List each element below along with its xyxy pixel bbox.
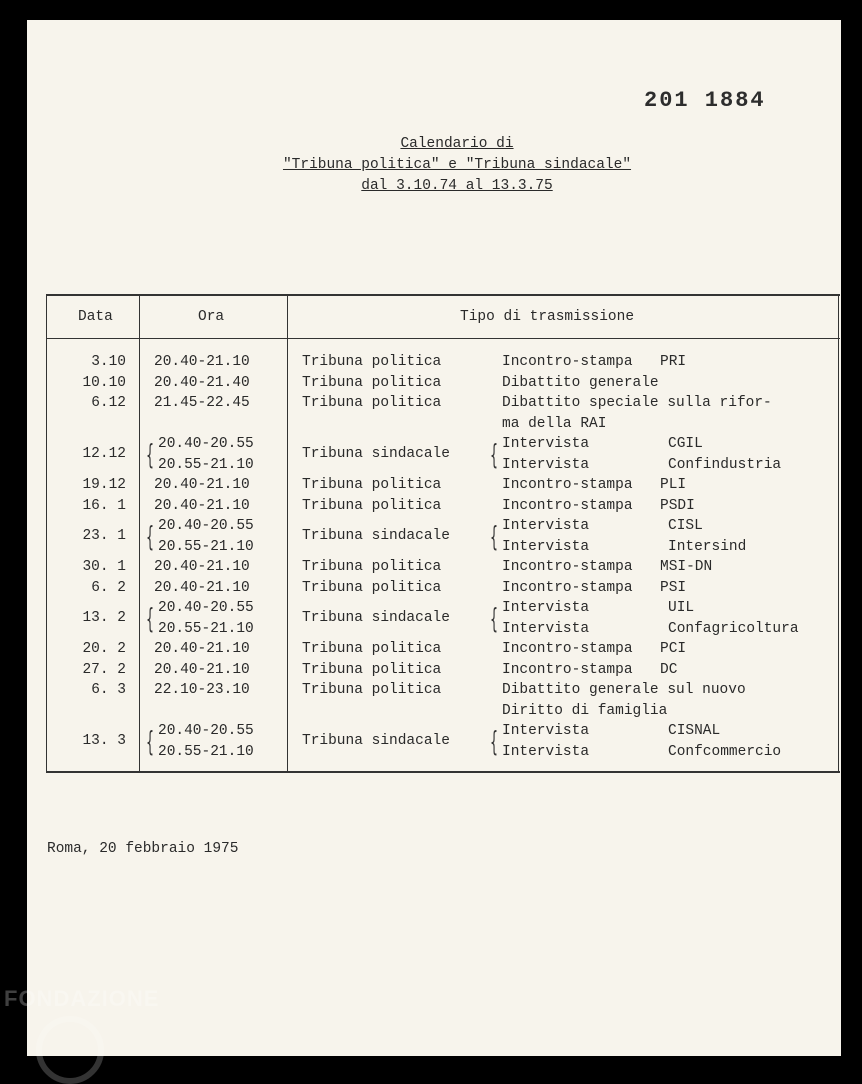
header-ora: Ora	[198, 309, 225, 325]
brace-tipo: {	[490, 437, 499, 471]
cell-tipo: Incontro-stampa	[502, 641, 633, 657]
table-row	[46, 680, 840, 721]
cell-data: 13. 2	[82, 610, 126, 627]
cell-tipo: Incontro-stampa	[502, 477, 633, 493]
cell-ora: 20.40-21.10	[154, 477, 250, 493]
cell-programma: Tribuna politica	[302, 641, 442, 657]
cell-tipo: Incontro-stampa	[502, 497, 633, 514]
cell-tipo: Intervista	[502, 436, 590, 452]
cell-tipo: Incontro-stampa	[502, 661, 633, 678]
cell-ora: 22.10-23.10	[154, 682, 250, 698]
document-title	[207, 134, 707, 197]
cell-ente: PSI	[660, 579, 687, 596]
cell-ente: PRI	[660, 354, 687, 370]
cell-data: 16. 1	[82, 497, 126, 514]
cell-programma: Tribuna politica	[302, 559, 442, 575]
cell-ora: 20.40-21.10	[154, 661, 250, 678]
cell-ente: Confcommercio	[668, 743, 782, 760]
cell-programma: Tribuna politica	[302, 682, 442, 698]
cell-data: 30. 1	[82, 559, 126, 575]
cell-data: 20. 2	[82, 641, 126, 657]
brace-ora: {	[146, 437, 155, 471]
cell-ente: PCI	[660, 641, 687, 657]
cell-ente: Confagricoltura	[668, 620, 799, 637]
cell-ora: 20.40-20.55	[158, 518, 254, 534]
brace-tipo: {	[490, 519, 499, 553]
cell-ora: 20.55-21.10	[158, 538, 254, 555]
cell-tipo: Incontro-stampa	[502, 579, 633, 596]
cell-ora: 20.40-21.10	[154, 497, 250, 514]
title-line-3: dal 3.10.74 al 13.3.75	[361, 178, 553, 194]
cell-data: 10.10	[82, 374, 126, 391]
table-row	[46, 373, 840, 394]
cell-programma: Tribuna politica	[302, 579, 442, 596]
cell-data: 6. 3	[91, 682, 126, 698]
cell-ente: CGIL	[668, 436, 703, 452]
document-number: 201 1884	[644, 88, 766, 113]
table-row	[46, 393, 840, 434]
cell-ora: 20.40-20.55	[158, 723, 254, 739]
cell-ora: 20.55-21.10	[158, 620, 254, 637]
cell-tipo: Incontro-stampa	[502, 559, 633, 575]
cell-tipo: Intervista	[502, 620, 590, 637]
cell-programma: Tribuna politica	[302, 661, 442, 678]
cell-data: 6.12	[91, 395, 126, 411]
title-line-1: Calendario di	[400, 136, 514, 152]
table-row	[46, 660, 840, 681]
cell-tipo: Intervista	[502, 600, 590, 616]
cell-programma: Tribuna politica	[302, 395, 442, 411]
cell-programma: Tribuna politica	[302, 497, 442, 514]
cell-ente: CISL	[668, 518, 703, 534]
cell-ora: 20.40-20.55	[158, 436, 254, 452]
watermark-logo-text: FONDAZIONE	[4, 986, 160, 1011]
cell-programma: Tribuna politica	[302, 374, 442, 391]
cell-ente: Confindustria	[668, 456, 782, 473]
cell-ora: 20.55-21.10	[158, 743, 254, 760]
cell-tipo: Intervista	[502, 723, 590, 739]
header-data: Data	[78, 309, 113, 325]
cell-tipo: Dibattito generale sul nuovo	[502, 682, 746, 698]
table-header-rule	[46, 338, 840, 339]
cell-data: 27. 2	[82, 661, 126, 678]
cell-ente: Intersind	[668, 538, 747, 555]
cell-tipo: Intervista	[502, 743, 590, 760]
brace-ora: {	[146, 519, 155, 553]
header-tipo: Tipo di trasmissione	[460, 309, 635, 325]
table-row	[46, 639, 840, 660]
cell-programma: Tribuna politica	[302, 477, 442, 493]
cell-tipo: Dibattito speciale sulla rifor-	[502, 395, 772, 411]
cell-ora: 20.40-21.10	[154, 354, 250, 370]
cell-ente: PLI	[660, 477, 687, 493]
watermark-logo-circle	[36, 1016, 104, 1084]
cell-tipo: Incontro-stampa	[502, 354, 633, 370]
brace-tipo: {	[490, 601, 499, 635]
cell-tipo: Intervista	[502, 456, 590, 473]
cell-tipo: Intervista	[502, 538, 590, 555]
cell-data: 19.12	[82, 477, 126, 493]
cell-ora: 21.45-22.45	[154, 395, 250, 411]
table-row	[46, 578, 840, 599]
cell-programma: Tribuna sindacale	[302, 733, 450, 750]
brace-tipo: {	[490, 724, 499, 758]
cell-ente: DC	[660, 661, 678, 678]
cell-ente: MSI-DN	[660, 559, 713, 575]
cell-data: 3.10	[91, 354, 126, 370]
place-date: Roma, 20 febbraio 1975	[47, 841, 239, 857]
cell-programma: Tribuna sindacale	[302, 446, 450, 463]
cell-programma: Tribuna sindacale	[302, 528, 450, 545]
brace-ora: {	[146, 724, 155, 758]
schedule-table	[46, 294, 840, 773]
table-row	[46, 434, 840, 475]
brace-ora: {	[146, 601, 155, 635]
cell-programma: Tribuna politica	[302, 354, 442, 370]
cell-ora: 20.40-21.10	[154, 641, 250, 657]
table-row	[46, 557, 840, 578]
table-row	[46, 516, 840, 557]
cell-ora: 20.40-20.55	[158, 600, 254, 616]
cell-ente: CISNAL	[668, 723, 721, 739]
cell-data: 13. 3	[82, 733, 126, 750]
table-row	[46, 598, 840, 639]
table-row	[46, 352, 840, 373]
cell-tipo: Dibattito generale	[502, 374, 659, 391]
cell-ora: 20.40-21.10	[154, 579, 250, 596]
cell-data: 12.12	[82, 446, 126, 463]
cell-ora: 20.40-21.10	[154, 559, 250, 575]
cell-tipo: Diritto di famiglia	[502, 702, 668, 719]
table-row	[46, 496, 840, 517]
document-page	[27, 20, 841, 1056]
cell-tipo: Intervista	[502, 518, 590, 534]
table-row	[46, 475, 840, 496]
cell-ora: 20.40-21.40	[154, 374, 250, 391]
cell-ente: UIL	[668, 600, 695, 616]
cell-ora: 20.55-21.10	[158, 456, 254, 473]
cell-data: 6. 2	[91, 579, 126, 596]
cell-ente: PSDI	[660, 497, 695, 514]
cell-data: 23. 1	[82, 528, 126, 545]
cell-tipo: ma della RAI	[502, 415, 607, 432]
table-row	[46, 721, 840, 762]
title-line-2: "Tribuna politica" e "Tribuna sindacale"	[282, 157, 632, 173]
cell-programma: Tribuna sindacale	[302, 610, 450, 627]
